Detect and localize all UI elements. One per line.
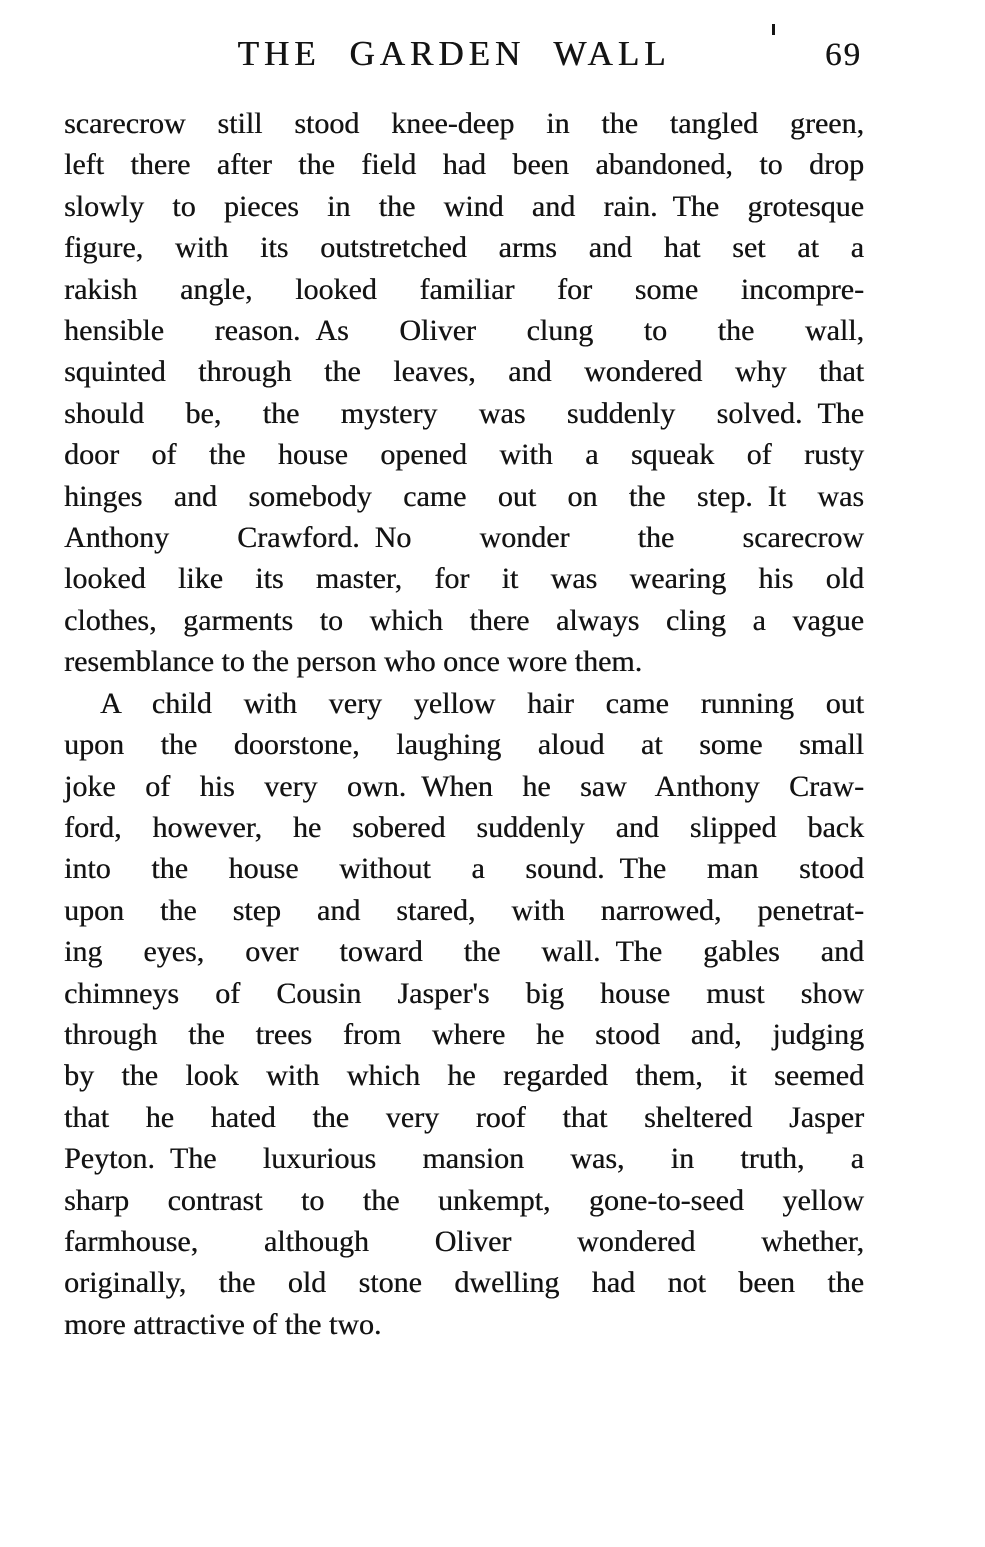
text-line: originally, the old stone dwelling had not been the [64, 1266, 864, 1300]
text-line: rakish angle, looked familiar for some incompre- [64, 272, 864, 306]
text-line: through the trees from where he stood and, judging [64, 1017, 864, 1051]
text-line: that he hated the very roof that sheltered Jasper [64, 1100, 864, 1134]
text-line: ing eyes, over toward the wall. The gables and [64, 935, 864, 969]
text-line: Peyton. The luxurious mansion was, in truth, a [64, 1142, 864, 1176]
text-line: squinted through the leaves, and wondered why that [64, 355, 864, 389]
text-line: door of the house opened with a squeak of rusty [64, 438, 864, 472]
paragraph [64, 103, 864, 683]
text-line: should be, the mystery was suddenly solved. The [64, 396, 864, 430]
text-line: farmhouse, although Oliver wondered whether, [64, 1224, 864, 1258]
text-line: scarecrow still stood knee-deep in the tangled green, [64, 107, 864, 140]
text-line: figure, with its outstretched arms and hat set at a [64, 231, 864, 265]
text-line: sharp contrast to the unkempt, gone-to-seed yellow [64, 1183, 864, 1217]
text-line: clothes, garments to which there always cling a vague [64, 603, 864, 637]
text-line: hensible reason. As Oliver clung to the wall, [64, 314, 864, 348]
page-number: 69 [825, 37, 862, 73]
text-line: into the house without a sound. The man stood [64, 852, 864, 886]
page-header [64, 34, 864, 82]
text-line: slowly to pieces in the wind and rain. The grotesque [64, 189, 864, 223]
text-line: resemblance to the person who once wore them. [64, 645, 643, 679]
text-line: looked like its master, for it was wearing his old [64, 562, 864, 596]
stray-ink-mark [772, 24, 775, 35]
text-line: A child with very yellow hair came running out [100, 686, 864, 720]
text-line: Anthony Crawford. No wonder the scarecrow [64, 521, 864, 555]
text-line: upon the step and stared, with narrowed, penetrat- [64, 893, 864, 927]
body-text [64, 103, 864, 1345]
text-line: ford, however, he sobered suddenly and slipped back [64, 810, 864, 844]
text-line: more attractive of the two. [64, 1307, 382, 1341]
text-line: left there after the field had been abandoned, to drop [64, 148, 864, 182]
text-line: hinges and somebody came out on the step. It was [64, 479, 864, 513]
running-head-title: THE GARDEN WALL [237, 34, 671, 73]
text-line: chimneys of Cousin Jasper's big house must show [64, 976, 864, 1010]
text-line: by the look with which he regarded them, it seemed [64, 1059, 864, 1093]
text-line: joke of his very own. When he saw Anthony Craw- [64, 769, 864, 803]
paragraph [64, 683, 864, 1346]
text-line: upon the doorstone, laughing aloud at some small [64, 728, 864, 762]
